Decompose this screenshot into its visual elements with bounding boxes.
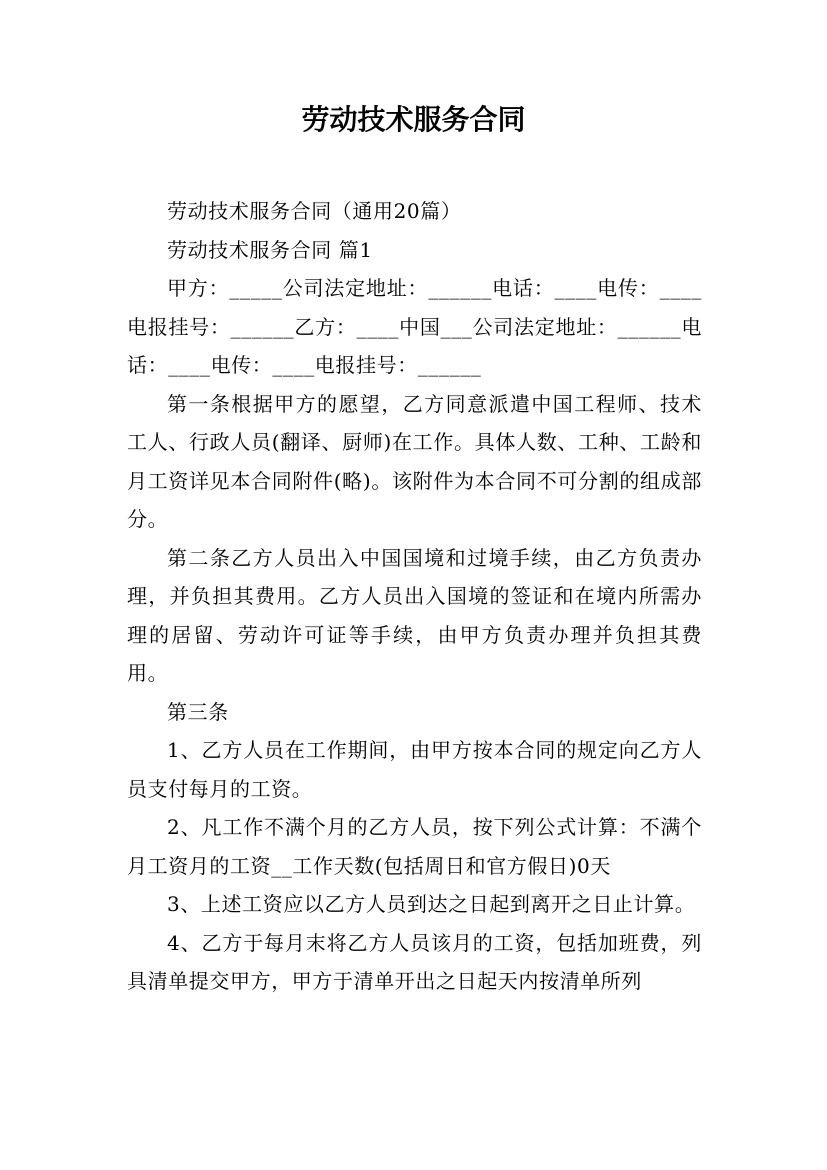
document-body [127, 192, 702, 1001]
paragraph-heading: 劳动技术服务合同（通用20篇） [167, 199, 462, 223]
paragraph-parties: 甲方：_____公司法定地址：______电话：____电传：____电报挂号：______乙方：____中国___公司法定地址：______电话：____电传：____电报挂号：______ [127, 276, 702, 377]
paragraph-clause-1: 1、乙方人员在工作期间，由甲方按本合同的规定向乙方人员支付每月的工资。 [127, 738, 702, 801]
paragraph-article-3: 第三条 [167, 699, 229, 724]
document-title: 劳动技术服务合同 [301, 103, 526, 136]
paragraph-clause-2: 2、凡工作不满个月的乙方人员，按下列公式计算：不满个月工资月的工资__工作天数(包括周日和官方假日)0天 [127, 815, 702, 878]
paragraph-subheading: 劳动技术服务合同 篇1 [167, 237, 373, 262]
paragraph-clause-3: 3、上述工资应以乙方人员到达之日起到离开之日止计算。 [167, 892, 696, 916]
paragraph-article-2: 第二条乙方人员出入中国国境和过境手续，由乙方负责办理，并负担其费用。乙方人员出入国境的签证和在境内所需办理的居留、劳动许可证等手续，由甲方负责办理并负担其费用。 [127, 545, 702, 685]
paragraph-article-1: 第一条根据甲方的愿望，乙方同意派遣中国工程师、技术工人、行政人员(翻译、厨师)在工作。具体人数、工种、工龄和月工资详见本合同附件(略)。该附件为本合同不可分割的组成部分。 [127, 391, 702, 531]
paragraph-clause-4: 4、乙方于每月末将乙方人员该月的工资，包括加班费，列具清单提交甲方，甲方于清单开出之日起天内按清单所列 [127, 930, 702, 993]
